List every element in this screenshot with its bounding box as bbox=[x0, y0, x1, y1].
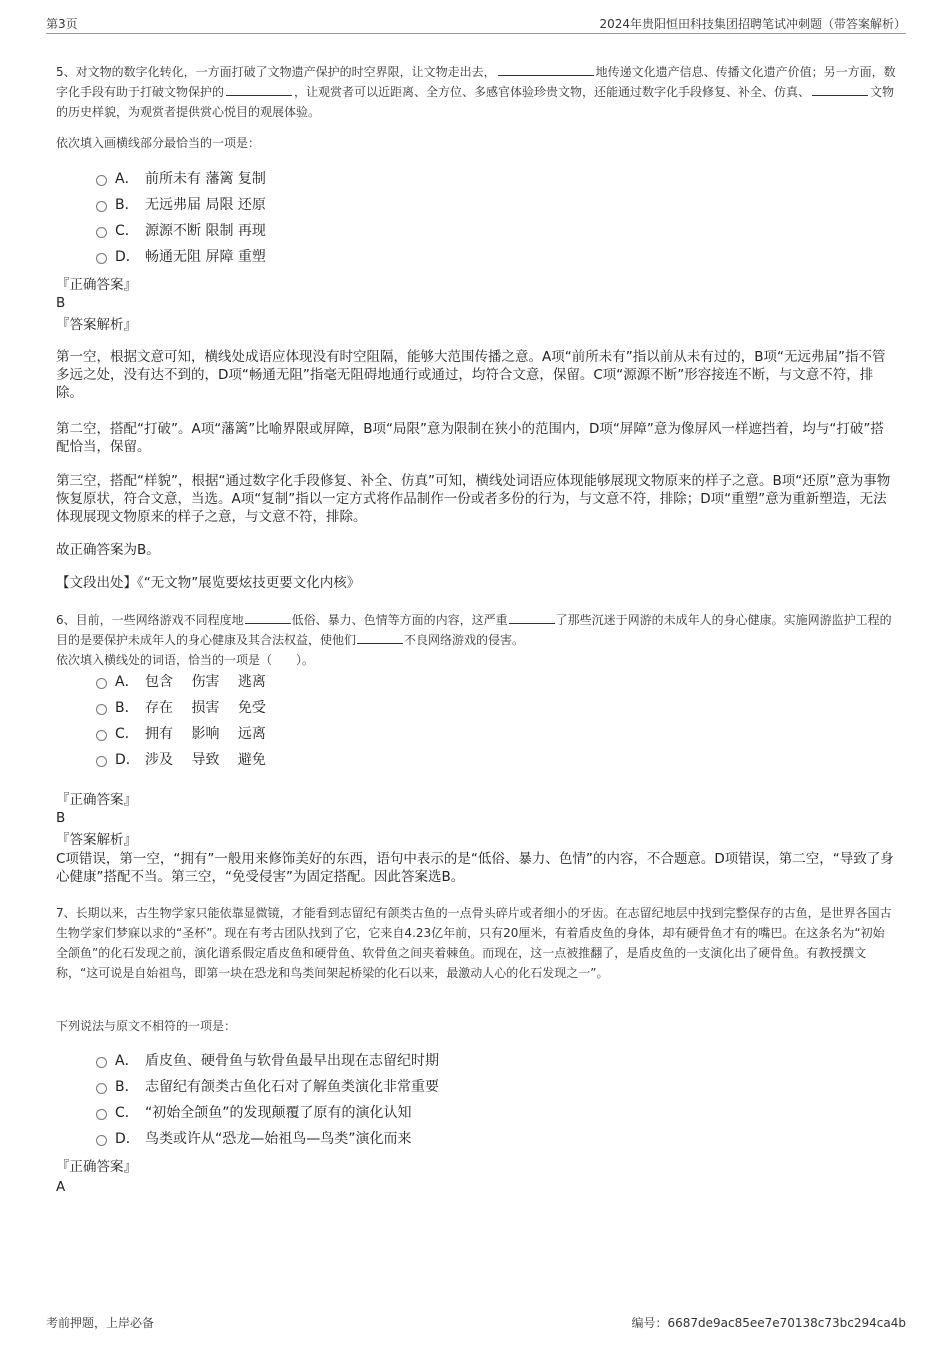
question-6-prompt: 依次填入横线处的词语，恰当的一项是（ ）。 bbox=[56, 653, 315, 667]
option-c[interactable]: C． “初始全颌鱼”的发现颠覆了原有的演化认知 bbox=[96, 1100, 796, 1126]
question-6-text: 6、目前，一些网络游戏不同程度地 低俗、暴力、色情等方面的内容，这严重 了那些沉迷于网游的未成年人的身心健康。实施网游监护工程的目的是要保护未成年人的身心健康及其合法权益，使他们 不良网络游戏的侵害。 bbox=[56, 613, 892, 647]
radio-icon[interactable] bbox=[96, 1135, 107, 1146]
analysis-paragraph-2: 第二空，搭配“打破”。A项“藩篱”比喻界限或屏障，B项“局限”意为限制在狭小的范围内，D项“屏障”意为像屏风一样遮挡着，均与“打破”搭配恰当，保留。 bbox=[56, 421, 884, 455]
analysis-paragraph-1: 第一空，根据文意可知，横线处成语应体现没有时空阻隔，能够大范围传播之意。A项“前所未有”指以前从未有过的，B项“无远弗届”指不管多远之处，没有达不到的，D项“畅通无阻”指毫无阻碍地通行或通过，均符合文意，保留。C项“源源不断”形容接连不断，与文意不符，排除。 bbox=[56, 349, 886, 401]
option-a[interactable]: A． 前所未有 藩篱 复制 bbox=[96, 166, 796, 192]
conclusion: 故正确答案为B。 bbox=[56, 542, 160, 558]
question-7-text: 7、长期以来，古生物学家只能依靠显微镜，才能看到志留纪有颌类古鱼的一点骨头碎片或者细小的牙齿。在志留纪地层中找到完整保存的古鱼，是世界各国古生物学家们梦寐以求的“圣杯”。现在有考古团队找到了它，它来自4.23亿年前，只有20厘米，有着盾皮鱼的身体，却有硬骨鱼才有的嘴巴。在这条名为“初始全颌鱼”的化石发现之前，演化谱系假定盾皮鱼和硬骨鱼、软骨鱼之间夹着棘鱼。而现在，这一点被推翻了，是盾皮鱼的一支演化出了硬骨鱼。有教授撰文称，“这可说是自始祖鸟，即第一块在恐龙和鸟类间架起桥梁的化石以来，最激动人心的化石发现之一”。 bbox=[56, 906, 892, 980]
option-b[interactable]: B． 存在 损害 免受 bbox=[96, 695, 796, 721]
page-header bbox=[46, 15, 906, 34]
page-number: 第3页 bbox=[46, 17, 78, 31]
question-6-options bbox=[96, 669, 796, 773]
option-b[interactable]: B． 无远弗届 局限 还原 bbox=[96, 192, 796, 218]
option-a[interactable]: A． 盾皮鱼、硬骨鱼与软骨鱼最早出现在志留纪时期 bbox=[96, 1048, 796, 1074]
option-d[interactable]: D． 涉及 导致 避免 bbox=[96, 747, 796, 773]
option-c[interactable]: C． 拥有 影响 远离 bbox=[96, 721, 796, 747]
radio-icon[interactable] bbox=[96, 1057, 107, 1068]
analysis-label: 『答案解析』 bbox=[56, 317, 137, 333]
blank-1 bbox=[245, 611, 291, 624]
radio-icon[interactable] bbox=[96, 253, 107, 264]
radio-icon[interactable] bbox=[96, 730, 107, 741]
answer-label: 『正确答案』 bbox=[56, 277, 137, 293]
radio-icon[interactable] bbox=[96, 1109, 107, 1120]
radio-icon[interactable] bbox=[96, 201, 107, 212]
option-a[interactable]: A． 包含 伤害 逃离 bbox=[96, 669, 796, 695]
analysis-text: C项错误，第一空，“拥有”一般用来修饰美好的东西，语句中表示的是“低俗、暴力、色情”的内容，不合题意。D项错误，第二空，“导致了身心健康”搭配不当。第三空，“免受侵害”为固定搭配。因此答案选B。 bbox=[56, 851, 894, 885]
blank-1 bbox=[498, 63, 594, 76]
answer-label: 『正确答案』 bbox=[56, 792, 137, 808]
document-id: 编号：6687de9ac85ee7e70138c73bc294ca4b bbox=[631, 1316, 906, 1330]
question-7-prompt: 下列说法与原文不相符的一项是： bbox=[56, 1019, 237, 1033]
footer-slogan: 考前押题，上岸必备 bbox=[46, 1316, 155, 1330]
answer-value: A bbox=[56, 1179, 66, 1195]
question-7-options bbox=[96, 1048, 796, 1152]
analysis-label: 『答案解析』 bbox=[56, 832, 137, 848]
option-d[interactable]: D． 畅通无阻 屏障 重塑 bbox=[96, 244, 796, 270]
source-citation: 【文段出处】《“无文物”展览要炫技更要文化内核》 bbox=[56, 575, 361, 591]
blank-3 bbox=[357, 631, 403, 644]
document-title: 2024年贵阳恒田科技集团招聘笔试冲刺题（带答案解析） bbox=[599, 17, 906, 31]
radio-icon[interactable] bbox=[96, 756, 107, 767]
radio-icon[interactable] bbox=[96, 175, 107, 186]
question-5-text: 5、对文物的数字化转化，一方面打破了文物遗产保护的时空界限，让文物走出去， 地传递文化遗产信息、传播文化遗产价值；另一方面，数字化手段有助于打破文物保护的 ，让观赏者可以近距离、全方位、多感官体验珍贵文物，还能通过数字化手段修复、补全、仿真、 文物的历史样貌，为观赏者提供赏心悦目的观展体验。 bbox=[56, 65, 896, 119]
option-b[interactable]: B． 志留纪有颌类古鱼化石对了解鱼类演化非常重要 bbox=[96, 1074, 796, 1100]
answer-value: B bbox=[56, 295, 66, 311]
option-d[interactable]: D． 鸟类或许从“恐龙—始祖鸟—鸟类”演化而来 bbox=[96, 1126, 796, 1152]
radio-icon[interactable] bbox=[96, 704, 107, 715]
radio-icon[interactable] bbox=[96, 678, 107, 689]
blank-2 bbox=[226, 83, 292, 96]
radio-icon[interactable] bbox=[96, 1083, 107, 1094]
analysis-paragraph-3: 第三空，搭配“样貌”，根据“通过数字化手段修复、补全、仿真”可知，横线处词语应体现能够展现文物原来的样子之意。B项“还原”意为事物恢复原状，符合文意，当选。A项“复制”指以一定方式将作品制作一份或者多份的行为，与文意不符，排除；D项“重塑”意为重新塑造，无法体现展现文物原来的样子之意，与文意不符，排除。 bbox=[56, 473, 891, 525]
radio-icon[interactable] bbox=[96, 227, 107, 238]
answer-value: B bbox=[56, 810, 66, 826]
option-c[interactable]: C． 源源不断 限制 再现 bbox=[96, 218, 796, 244]
question-5-prompt: 依次填入画横线部分最恰当的一项是： bbox=[56, 136, 261, 150]
answer-label: 『正确答案』 bbox=[56, 1159, 137, 1175]
question-5-options bbox=[96, 166, 796, 270]
blank-3 bbox=[812, 83, 868, 96]
blank-2 bbox=[509, 611, 555, 624]
